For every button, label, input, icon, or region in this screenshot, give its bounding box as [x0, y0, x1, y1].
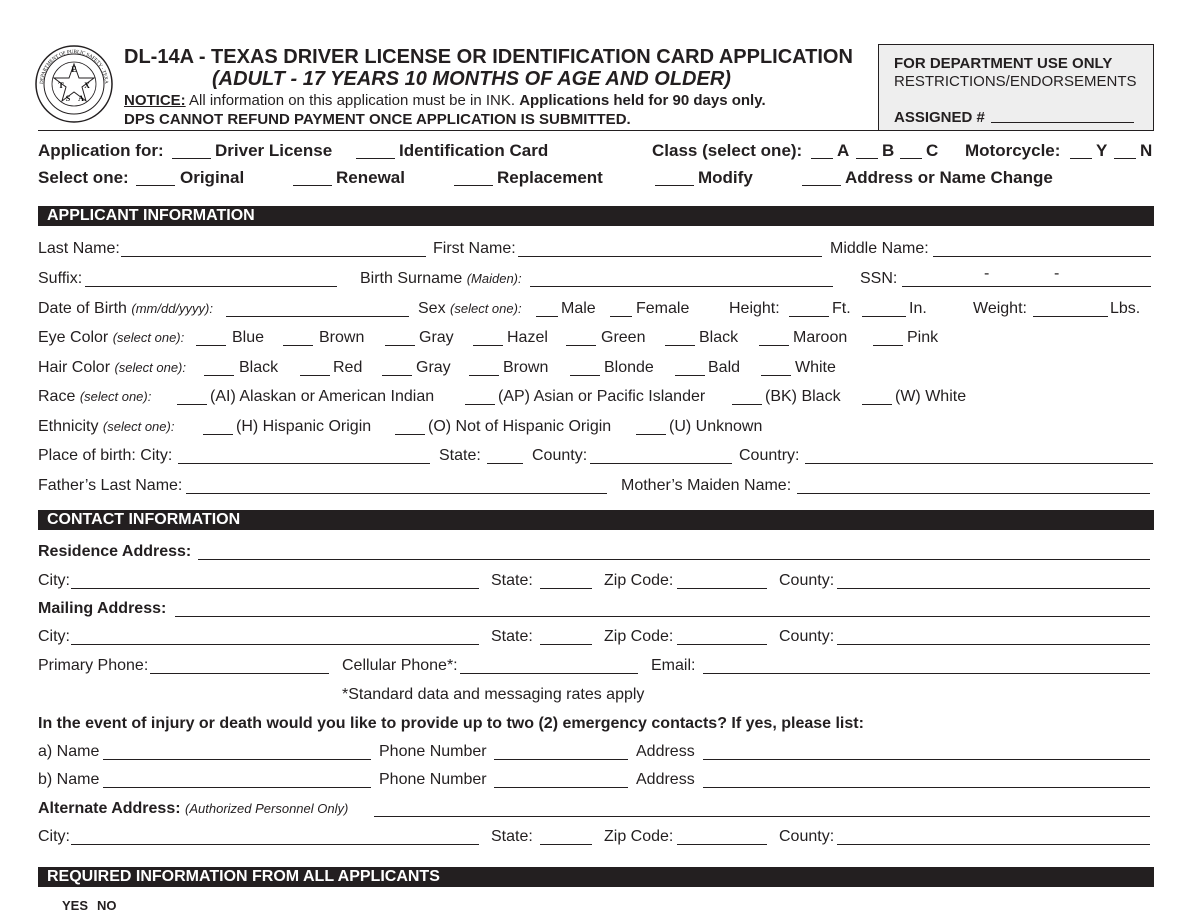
- ethnicity-o-option: (O) Not of Hispanic Origin: [428, 418, 612, 435]
- hair-red-blank[interactable]: [300, 375, 330, 376]
- father-last-name-label: Father’s Last Name:: [38, 477, 183, 494]
- race-w-option: (W) White: [895, 388, 967, 405]
- hair-brown-option: Brown: [503, 359, 549, 376]
- race-label: [38, 388, 151, 406]
- height-label: Height:: [729, 300, 780, 317]
- primary-phone-label: Primary Phone:: [38, 657, 149, 674]
- weight-field[interactable]: [1033, 316, 1108, 317]
- no-column-header: NO: [97, 898, 117, 911]
- race-ai-option: (AI) Alaskan or American Indian: [210, 388, 435, 405]
- mother-maiden-name-field[interactable]: [797, 493, 1150, 494]
- ssn-label: SSN:: [860, 270, 898, 287]
- primary-phone-field[interactable]: [150, 673, 329, 674]
- cell-phone-label: Cellular Phone*:: [342, 657, 458, 674]
- driver-license-blank[interactable]: [172, 158, 211, 159]
- eye-brown-option: Brown: [319, 329, 365, 346]
- eye-hazel-option: Hazel: [507, 329, 548, 346]
- alternate-zip-field[interactable]: [677, 844, 767, 845]
- eye-blue-blank[interactable]: [196, 345, 226, 346]
- application-for-label: Application for:: [38, 141, 164, 160]
- race-bk-option: (BK) Black: [765, 388, 841, 405]
- notice-text: All information on this application must be in INK.: [185, 92, 520, 109]
- hair-blonde-option: Blonde: [604, 359, 654, 376]
- birth-surname-field[interactable]: [530, 286, 833, 287]
- hair-bald-blank[interactable]: [675, 375, 705, 376]
- first-name-field[interactable]: [518, 256, 822, 257]
- alternate-county-label: County:: [779, 828, 835, 845]
- ethnicity-hint: (select one):: [102, 419, 175, 434]
- hair-gray-blank[interactable]: [382, 375, 412, 376]
- race-text: Race: [38, 388, 76, 405]
- hair-blonde-blank[interactable]: [570, 375, 600, 376]
- mailing-zip-label: Zip Code:: [604, 628, 674, 645]
- contact-a-name-label: a) Name: [38, 743, 100, 760]
- hair-brown-blank[interactable]: [469, 375, 499, 376]
- birth-country-label: Country:: [739, 447, 800, 464]
- race-bk-blank[interactable]: [732, 404, 762, 405]
- original-blank[interactable]: [136, 185, 175, 186]
- hair-black-blank[interactable]: [204, 375, 234, 376]
- residence-county-label: County:: [779, 572, 835, 589]
- eye-brown-blank[interactable]: [283, 345, 313, 346]
- eye-gray-blank[interactable]: [385, 345, 415, 346]
- eye-black-option: Black: [699, 329, 739, 346]
- seal-letter-a: A: [78, 94, 84, 103]
- motorcycle-label: Motorcycle:: [965, 141, 1061, 160]
- modify-blank[interactable]: [655, 185, 694, 186]
- seal-letter-s: S: [65, 94, 71, 103]
- hair-black-option: Black: [239, 359, 279, 376]
- driver-license-option: Driver License: [215, 141, 333, 160]
- assigned-label: ASSIGNED #: [894, 109, 985, 126]
- replacement-blank[interactable]: [454, 185, 493, 186]
- residence-state-label: State:: [491, 572, 533, 589]
- contact-b-address-field[interactable]: [703, 787, 1150, 788]
- modify-option: Modify: [698, 168, 753, 187]
- hair-white-option: White: [795, 359, 836, 376]
- hair-bald-option: Bald: [708, 359, 741, 376]
- hair-white-blank[interactable]: [761, 375, 791, 376]
- dob-hint: (mm/dd/yyyy):: [131, 301, 214, 316]
- race-ai-blank[interactable]: [177, 404, 207, 405]
- eye-gray-option: Gray: [419, 329, 454, 346]
- birth-country-field[interactable]: [805, 463, 1153, 464]
- weight-label: Weight:: [973, 300, 1027, 317]
- eye-pink-option: Pink: [907, 329, 939, 346]
- eye-green-option: Green: [601, 329, 646, 346]
- mother-maiden-name-label: Mother’s Maiden Name:: [621, 477, 792, 494]
- suffix-field[interactable]: [85, 286, 337, 287]
- motorcycle-yes-blank[interactable]: [1070, 158, 1092, 159]
- alternate-state-label: State:: [491, 828, 533, 845]
- class-c-option: C: [926, 141, 939, 160]
- alternate-city-label: City:: [38, 828, 70, 845]
- mailing-county-label: County:: [779, 628, 835, 645]
- restrictions-label: RESTRICTIONS/ENDORSEMENTS: [894, 73, 1137, 90]
- contact-b-address-label: Address: [636, 771, 695, 788]
- father-last-name-field[interactable]: [186, 493, 607, 494]
- female-option: Female: [636, 300, 690, 317]
- alternate-state-field[interactable]: [540, 844, 592, 845]
- sex-text: Sex: [418, 300, 446, 317]
- hair-red-option: Red: [333, 359, 363, 376]
- male-blank[interactable]: [536, 316, 558, 317]
- male-option: Male: [561, 300, 596, 317]
- residence-state-field[interactable]: [540, 588, 592, 589]
- alternate-address-field[interactable]: [374, 816, 1150, 817]
- residence-county-field[interactable]: [837, 588, 1150, 589]
- class-a-blank[interactable]: [811, 158, 833, 159]
- class-c-blank[interactable]: [900, 158, 922, 159]
- contact-b-name-label: b) Name: [38, 771, 100, 788]
- ethnicity-label: [38, 418, 174, 436]
- ethnicity-h-blank[interactable]: [203, 434, 233, 435]
- refund-notice: DPS CANNOT REFUND PAYMENT ONCE APPLICATION IS SUBMITTED.: [124, 111, 631, 128]
- mailing-city-field[interactable]: [71, 644, 479, 645]
- suffix-label: Suffix:: [38, 270, 83, 287]
- mailing-address-field[interactable]: [175, 616, 1150, 617]
- alternate-city-field[interactable]: [71, 844, 479, 845]
- class-b-option: B: [882, 141, 895, 160]
- last-name-label: Last Name:: [38, 240, 120, 257]
- department-use-box: [878, 44, 1154, 131]
- mailing-county-field[interactable]: [837, 644, 1150, 645]
- ssn-dash-2: -: [1054, 265, 1060, 282]
- ethnicity-u-blank[interactable]: [636, 434, 666, 435]
- birth-state-label: State:: [439, 447, 481, 464]
- renewal-option: Renewal: [336, 168, 405, 187]
- height-ft-field[interactable]: [789, 316, 829, 317]
- contact-b-name-field[interactable]: [103, 787, 371, 788]
- alternate-address-label: [38, 800, 348, 818]
- mailing-address-label: Mailing Address:: [38, 600, 167, 617]
- ssn-field[interactable]: [902, 286, 1151, 287]
- rates-note: *Standard data and messaging rates apply: [342, 686, 645, 703]
- birth-city-label: Place of birth: City:: [38, 447, 173, 464]
- birth-county-field[interactable]: [590, 463, 732, 464]
- eye-hazel-blank[interactable]: [473, 345, 503, 346]
- mailing-zip-field[interactable]: [677, 644, 767, 645]
- birth-surname-text: Birth Surname: [360, 270, 463, 287]
- mailing-city-label: City:: [38, 628, 70, 645]
- middle-name-label: Middle Name:: [830, 240, 929, 257]
- race-ap-blank[interactable]: [465, 404, 495, 405]
- dob-field[interactable]: [226, 316, 409, 317]
- dob-label: [38, 300, 213, 318]
- ssn-dash-1: -: [984, 265, 990, 282]
- height-in-unit: In.: [909, 300, 927, 317]
- class-b-blank[interactable]: [856, 158, 878, 159]
- alternate-address-text: Alternate Address:: [38, 800, 181, 817]
- seal-letter-t: T: [58, 81, 64, 90]
- contact-a-name-field[interactable]: [103, 759, 371, 760]
- alternate-zip-label: Zip Code:: [604, 828, 674, 845]
- race-hint: (select one):: [79, 389, 152, 404]
- height-ft-unit: Ft.: [832, 300, 851, 317]
- seal-letter-e: E: [71, 65, 77, 74]
- weight-unit: Lbs.: [1110, 300, 1141, 317]
- residence-city-field[interactable]: [71, 588, 479, 589]
- motorcycle-yes-option: Y: [1096, 141, 1108, 160]
- residence-address-label: Residence Address:: [38, 543, 192, 560]
- sex-hint: (select one):: [450, 301, 522, 316]
- identification-card-blank[interactable]: [356, 158, 395, 159]
- contact-b-phone-field[interactable]: [494, 787, 628, 788]
- eye-blue-option: Blue: [232, 329, 265, 346]
- form-title: DL-14A - TEXAS DRIVER LICENSE OR IDENTIFICATION CARD APPLICATION: [124, 46, 853, 68]
- eye-color-hint: (select one):: [112, 330, 185, 345]
- required-section-header: REQUIRED INFORMATION FROM ALL APPLICANTS: [38, 867, 1154, 887]
- residence-zip-field[interactable]: [677, 588, 767, 589]
- seal-ring-text: DEPARTMENT OF PUBLIC SAFETY · TEXA: [39, 49, 109, 85]
- height-in-field[interactable]: [862, 316, 906, 317]
- contact-section-header: CONTACT INFORMATION: [38, 510, 1154, 530]
- alternate-address-hint: (Authorized Personnel Only): [185, 801, 349, 816]
- eye-maroon-blank[interactable]: [759, 345, 789, 346]
- ethnicity-o-blank[interactable]: [395, 434, 425, 435]
- dept-use-title: FOR DEPARTMENT USE ONLY: [894, 55, 1113, 72]
- eye-black-blank[interactable]: [665, 345, 695, 346]
- female-blank[interactable]: [610, 316, 632, 317]
- select-one-label: Select one:: [38, 168, 129, 187]
- hair-color-hint: (select one):: [114, 360, 187, 375]
- birth-surname-hint: (Maiden):: [466, 271, 522, 286]
- mailing-state-label: State:: [491, 628, 533, 645]
- contact-a-phone-label: Phone Number: [379, 743, 487, 760]
- contact-a-address-label: Address: [636, 743, 695, 760]
- original-option: Original: [180, 168, 245, 187]
- alternate-county-field[interactable]: [837, 844, 1150, 845]
- emergency-question: In the event of injury or death would you like to provide up to two (2) emergency contacts? If yes, please list:: [38, 715, 864, 732]
- header-rule: [38, 130, 1154, 131]
- eye-color-label: [38, 329, 184, 347]
- class-label: Class (select one):: [652, 141, 803, 160]
- contact-b-phone-label: Phone Number: [379, 771, 487, 788]
- residence-address-field[interactable]: [198, 559, 1150, 560]
- seal-letter-x: X: [84, 81, 90, 90]
- yes-column-header: YES: [62, 898, 89, 911]
- notice-hold: Applications held for 90 days only.: [519, 92, 766, 109]
- email-label: Email:: [651, 657, 696, 674]
- race-w-blank[interactable]: [862, 404, 892, 405]
- dps-texas-seal-icon: [34, 44, 114, 124]
- dob-text: Date of Birth: [38, 300, 127, 317]
- motorcycle-no-blank[interactable]: [1114, 158, 1136, 159]
- notice-line: [124, 92, 766, 109]
- hair-gray-option: Gray: [416, 359, 451, 376]
- first-name-label: First Name:: [433, 240, 516, 257]
- mailing-state-field[interactable]: [540, 644, 592, 645]
- contact-a-phone-field[interactable]: [494, 759, 628, 760]
- hair-color-label: [38, 359, 186, 377]
- address-change-option: Address or Name Change: [845, 168, 1053, 187]
- cell-phone-field[interactable]: [460, 673, 638, 674]
- ethnicity-h-option: (H) Hispanic Origin: [236, 418, 372, 435]
- hair-color-text: Hair Color: [38, 359, 111, 376]
- last-name-field[interactable]: [121, 256, 426, 257]
- notice-label: NOTICE:: [124, 92, 186, 109]
- eye-maroon-option: Maroon: [793, 329, 848, 346]
- birth-city-field[interactable]: [178, 463, 430, 464]
- class-a-option: A: [837, 141, 850, 160]
- motorcycle-no-option: N: [1140, 141, 1153, 160]
- form-subtitle: (ADULT - 17 YEARS 10 MONTHS OF AGE AND OLDER): [212, 68, 731, 90]
- contact-a-address-field[interactable]: [703, 759, 1150, 760]
- residence-zip-label: Zip Code:: [604, 572, 674, 589]
- replacement-option: Replacement: [497, 168, 603, 187]
- email-field[interactable]: [703, 673, 1150, 674]
- renewal-blank[interactable]: [293, 185, 332, 186]
- eye-pink-blank[interactable]: [873, 345, 903, 346]
- identification-card-option: Identification Card: [399, 141, 549, 160]
- ethnicity-text: Ethnicity: [38, 418, 99, 435]
- residence-city-label: City:: [38, 572, 70, 589]
- sex-label: [418, 300, 522, 318]
- eye-green-blank[interactable]: [566, 345, 596, 346]
- birth-county-label: County:: [532, 447, 588, 464]
- middle-name-field[interactable]: [933, 256, 1151, 257]
- birth-state-field[interactable]: [487, 463, 523, 464]
- ethnicity-u-option: (U) Unknown: [669, 418, 763, 435]
- applicant-section-header: APPLICANT INFORMATION: [38, 206, 1154, 226]
- address-change-blank[interactable]: [802, 185, 841, 186]
- race-ap-option: (AP) Asian or Pacific Islander: [498, 388, 706, 405]
- assigned-number-field[interactable]: [991, 122, 1134, 123]
- eye-color-text: Eye Color: [38, 329, 109, 346]
- birth-surname-label: [360, 270, 522, 288]
